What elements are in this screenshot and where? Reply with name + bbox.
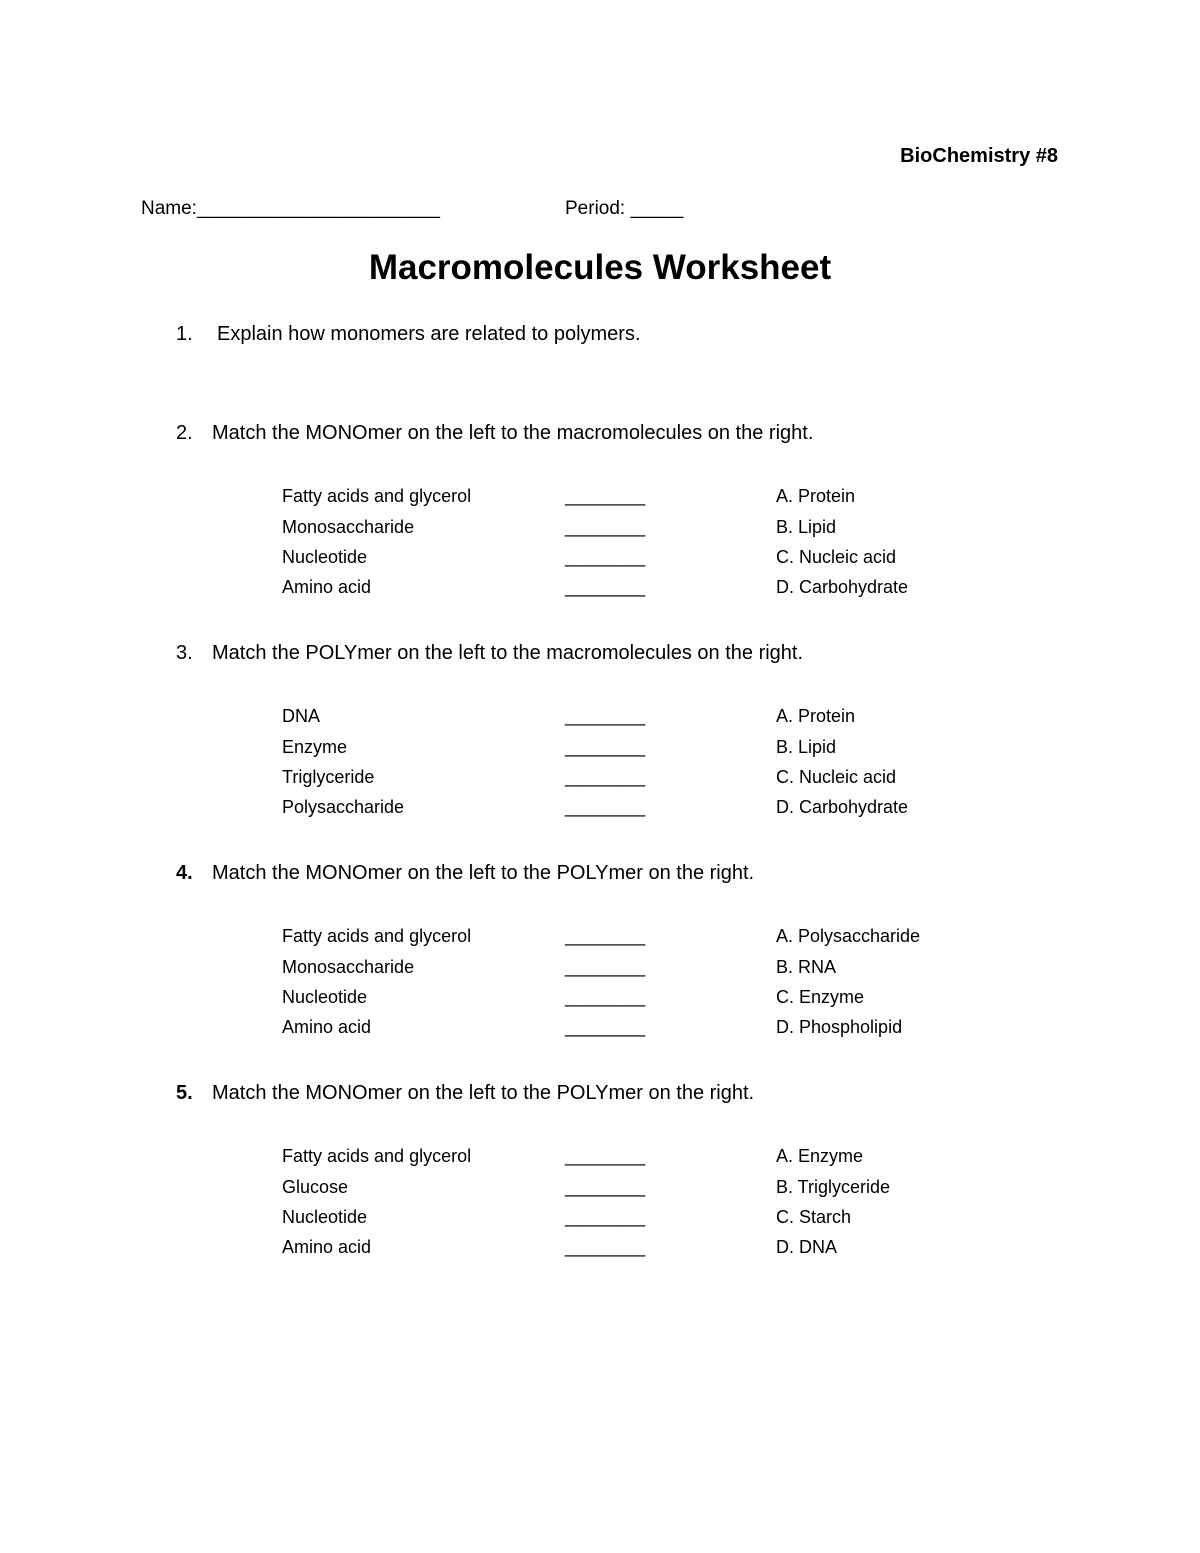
match-right-item: D. DNA [776,1237,838,1257]
question-2 [176,422,813,445]
match-row [0,767,1200,797]
match-row [0,926,1200,956]
match-right-item: D. Phospholipid [776,1017,903,1037]
answer-blank: ________ [565,957,646,977]
match-right-item: A. Protein [776,706,856,726]
match-right-item: B. Lipid [776,737,837,757]
match-left-item: Enzyme [282,737,348,757]
question-number: 5. [176,1082,193,1104]
match-row [0,737,1200,767]
answer-blank: ________ [565,767,646,787]
match-row [0,547,1200,577]
answer-blank: ________ [565,926,646,946]
page-title: Macromolecules Worksheet [368,248,832,287]
match-row [0,517,1200,547]
match-row [0,957,1200,987]
answer-blank: ________ [565,577,646,597]
match-row [0,1017,1200,1047]
match-right-item: A. Enzyme [776,1146,864,1166]
match-right-item: B. RNA [776,957,837,977]
match-right-item: C. Nucleic acid [776,767,897,787]
match-left-item: Fatty acids and glycerol [282,1146,472,1166]
answer-blank: ________ [565,797,646,817]
match-right-item: B. Triglyceride [776,1177,891,1197]
answer-blank: ________ [565,706,646,726]
match-left-item: Glucose [282,1177,349,1197]
match-left-item: Fatty acids and glycerol [282,486,472,506]
match-left-item: Polysaccharide [282,797,405,817]
match-row [0,486,1200,516]
question-number: 4. [176,862,193,884]
answer-blank: ________ [565,1017,646,1037]
question-prompt: Match the MONOmer on the left to the POLYmer on the right. [212,1082,755,1104]
question-number: 1. [176,323,193,345]
course-label: BioChemistry #8 [900,145,1058,167]
match-right-item: B. Lipid [776,517,837,537]
match-left-item: Monosaccharide [282,517,415,537]
match-row [0,987,1200,1017]
match-row [0,1146,1200,1176]
match-row [0,706,1200,736]
match-row [0,577,1200,607]
question-4 [176,862,754,885]
answer-blank: ________ [565,987,646,1007]
match-row [0,1177,1200,1207]
match-right-item: C. Enzyme [776,987,865,1007]
match-right-item: C. Nucleic acid [776,547,897,567]
period-field: Period: _____ [565,198,684,219]
answer-blank: ________ [565,737,646,757]
match-left-item: Amino acid [282,1237,372,1257]
question-number: 2. [176,422,193,444]
question-number: 3. [176,642,193,664]
answer-blank: ________ [565,486,646,506]
match-row [0,1237,1200,1267]
answer-blank: ________ [565,1237,646,1257]
question-5 [176,1082,754,1105]
question-prompt: Match the POLYmer on the left to the macromolecules on the right. [212,642,804,664]
match-right-item: D. Carbohydrate [776,797,909,817]
match-left-item: Amino acid [282,577,372,597]
question-prompt: Explain how monomers are related to polymers. [217,323,641,345]
match-row [0,1207,1200,1237]
match-right-item: D. Carbohydrate [776,577,909,597]
question-prompt: Match the MONOmer on the left to the POLYmer on the right. [212,862,755,884]
answer-blank: ________ [565,1177,646,1197]
question-prompt: Match the MONOmer on the left to the macromolecules on the right. [212,422,814,444]
match-left-item: Monosaccharide [282,957,415,977]
match-right-item: C. Starch [776,1207,852,1227]
match-left-item: Triglyceride [282,767,375,787]
match-left-item: DNA [282,706,321,726]
answer-blank: ________ [565,1207,646,1227]
question-3 [176,642,803,665]
match-right-item: A. Protein [776,486,856,506]
name-field: Name:_______________________ [141,198,440,219]
question-1 [176,323,641,346]
answer-blank: ________ [565,547,646,567]
match-right-item: A. Polysaccharide [776,926,921,946]
answer-blank: ________ [565,1146,646,1166]
match-row [0,797,1200,827]
match-left-item: Fatty acids and glycerol [282,926,472,946]
match-left-item: Amino acid [282,1017,372,1037]
match-left-item: Nucleotide [282,1207,368,1227]
match-left-item: Nucleotide [282,547,368,567]
answer-blank: ________ [565,517,646,537]
match-left-item: Nucleotide [282,987,368,1007]
